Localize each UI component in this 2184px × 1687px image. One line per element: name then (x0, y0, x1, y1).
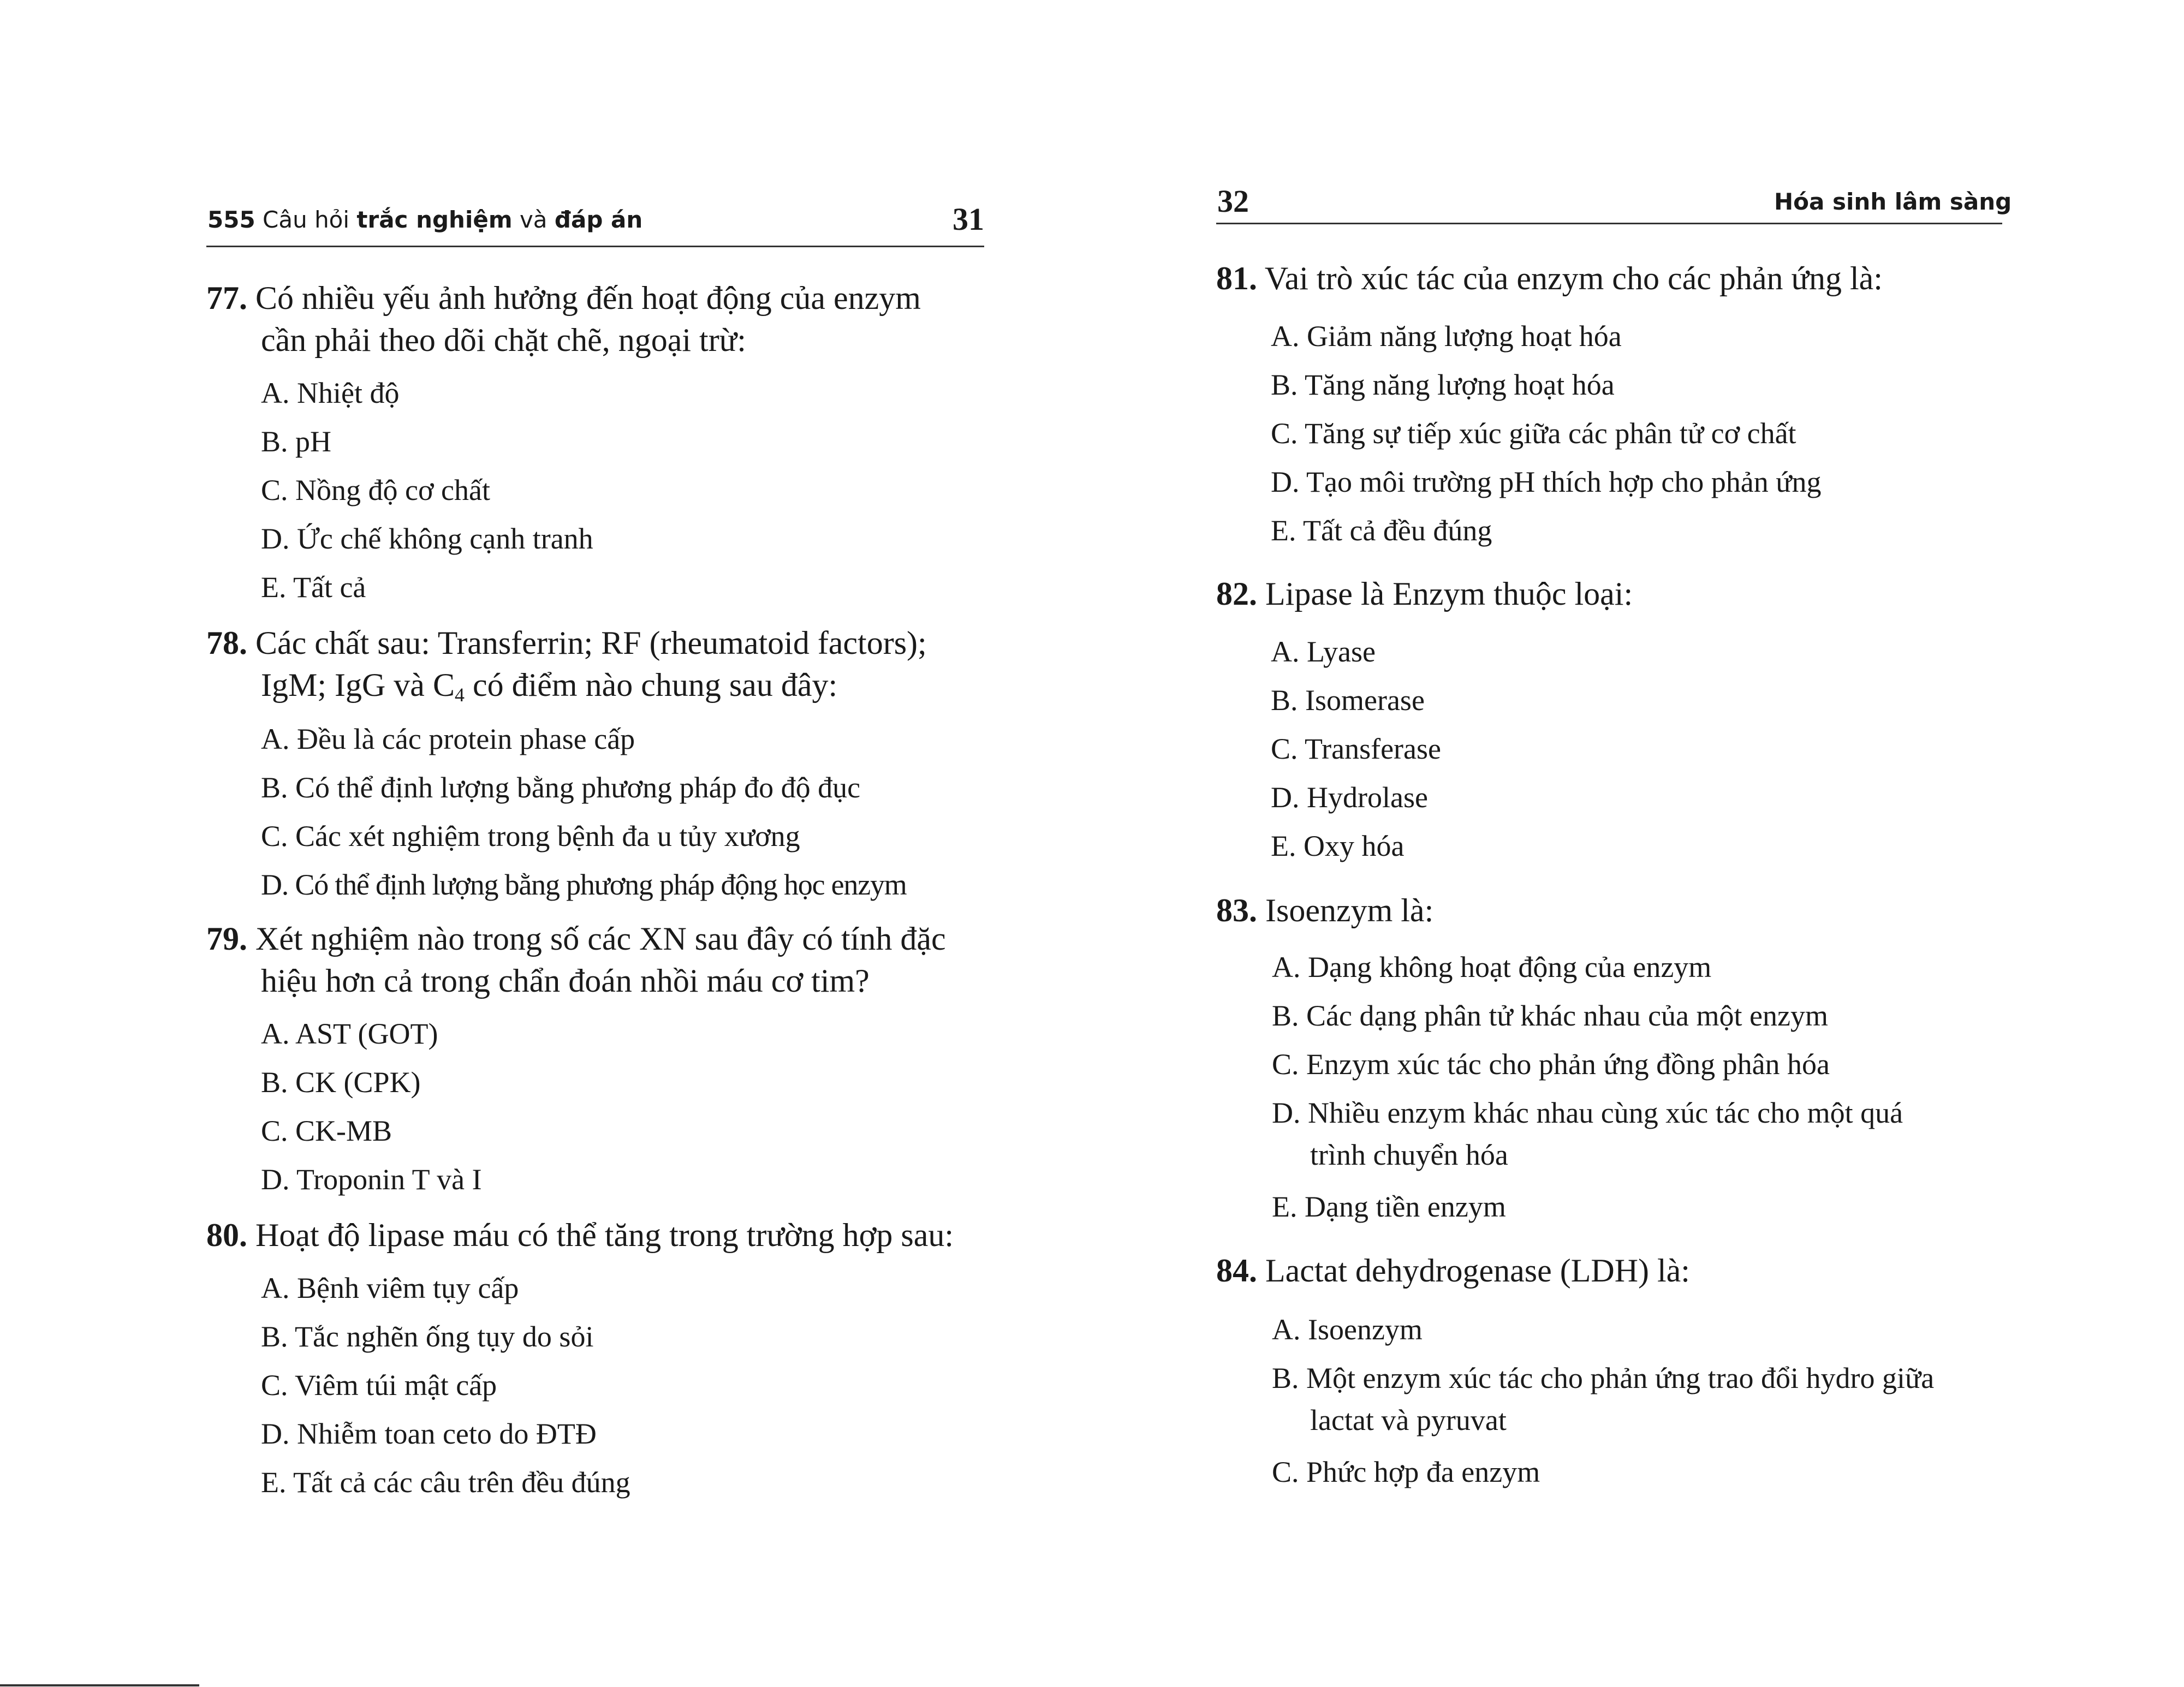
option: C. Transferase (1271, 732, 1441, 765)
option: B. Có thể định lượng bằng phương pháp đo độ đục (261, 771, 861, 804)
question-81 (1216, 258, 1883, 300)
question-text: Xét nghiệm nào trong số các XN sau đây có tính đặc (255, 921, 946, 957)
question-text: Hoạt độ lipase máu có thể tăng trong trường hợp sau: (255, 1217, 954, 1253)
option: B. CK (CPK) (261, 1066, 421, 1099)
running-header-left (207, 206, 642, 233)
question-text: Vai trò xúc tác của enzym cho các phản ứng là: (1264, 260, 1883, 296)
right-page (1092, 0, 2184, 1687)
option: D. Ức chế không cạnh tranh (261, 522, 593, 555)
question-text: cần phải theo dõi chặt chẽ, ngoại trừ: (261, 322, 746, 358)
option: C. Tăng sự tiếp xúc giữa các phân tử cơ chất (1271, 417, 1796, 450)
header-rule-right (1216, 223, 2002, 224)
option: E. Oxy hóa (1271, 830, 1405, 862)
header-book-number: 555 (207, 206, 255, 233)
option: B. Tắc nghẽn ống tụy do sỏi (261, 1320, 594, 1353)
option: D. Nhiễm toan ceto do ĐTĐ (261, 1417, 597, 1450)
question-number: 82. (1216, 576, 1257, 612)
question-text: Lactat dehydrogenase (LDH) là: (1265, 1253, 1690, 1289)
option: D. Nhiều enzym khác nhau cùng xúc tác cho một quá trình chuyển hóa (1272, 1096, 1903, 1171)
options-80 (261, 1264, 630, 1507)
bottom-scan-edge (0, 1684, 199, 1686)
question-78 (206, 622, 927, 716)
option: E. Dạng tiền enzym (1272, 1190, 1506, 1223)
question-number: 83. (1216, 892, 1257, 928)
question-number: 78. (206, 625, 247, 661)
header-title: Hóa sinh lâm sàng (1774, 188, 2012, 215)
option: A. Isoenzym (1272, 1313, 1423, 1346)
option: A. Dạng không hoạt động của enzym (1272, 951, 1712, 983)
options-82 (1271, 628, 1441, 871)
options-83 (1272, 943, 1903, 1231)
options-84 (1272, 1306, 1934, 1497)
option: A. Bệnh viêm tụy cấp (261, 1272, 519, 1304)
option: A. AST (GOT) (261, 1017, 438, 1050)
question-text: Lipase là Enzym thuộc loại: (1265, 576, 1633, 612)
option: C. Nồng độ cơ chất (261, 474, 490, 506)
question-text-line2: IgM; IgG và $C_4$ có điểm nào chung sau đây: (261, 667, 838, 706)
question-number: 79. (206, 921, 247, 957)
option: C. Viêm túi mật cấp (261, 1369, 497, 1402)
running-header-right (1774, 188, 2012, 215)
question-79 (206, 918, 946, 1002)
page-number-right: 32 (1217, 183, 1249, 219)
question-text: Isoenzym là: (1265, 892, 1434, 928)
option: E. Tất cả đều đúng (1271, 514, 1492, 547)
option: B. pH (261, 425, 332, 458)
header-text: Câu hỏi (263, 206, 350, 233)
option: C. Các xét nghiệm trong bệnh đa u tủy xương (261, 820, 800, 853)
option: A. Đều là các protein phase cấp (261, 723, 635, 755)
option: C. Phức hợp đa enzym (1272, 1456, 1540, 1488)
option: C. Enzym xúc tác cho phản ứng đồng phân hóa (1272, 1048, 1830, 1081)
question-82 (1216, 573, 1633, 615)
option: D. Hydrolase (1271, 781, 1428, 814)
option: A. Lyase (1271, 635, 1376, 668)
header-bold-text: đáp án (554, 206, 643, 233)
option: A. Nhiệt độ (261, 377, 400, 409)
question-77 (206, 277, 921, 361)
option: D. Có thể định lượng bằng phương pháp động học enzym (261, 868, 907, 901)
question-number: 77. (206, 280, 247, 316)
option: E. Tất cả (261, 571, 366, 604)
option: C. CK-MB (261, 1114, 392, 1147)
question-number: 81. (1216, 260, 1257, 296)
page-number-left: 31 (953, 201, 984, 237)
option: D. Tạo môi trường pH thích hợp cho phản ứng (1271, 466, 1822, 498)
header-rule-left (206, 246, 984, 247)
option: D. Troponin T và I (261, 1163, 482, 1196)
question-text: hiệu hơn cả trong chẩn đoán nhồi máu cơ tim? (261, 963, 870, 999)
question-83 (1216, 890, 1433, 932)
question-text: Các chất sau: Transferrin; RF (rheumatoid factors); (255, 625, 927, 661)
option: B. Isomerase (1271, 684, 1425, 717)
question-number: 84. (1216, 1253, 1257, 1289)
question-text: Có nhiều yếu ảnh hưởng đến hoạt động của enzym (255, 280, 921, 316)
option: B. Các dạng phân tử khác nhau của một enzym (1272, 999, 1828, 1032)
question-84 (1216, 1250, 1690, 1292)
question-number: 80. (206, 1217, 247, 1253)
option: A. Giảm năng lượng hoạt hóa (1271, 320, 1622, 353)
header-bold-text: trắc nghiệm (356, 206, 513, 233)
option: E. Tất cả các câu trên đều đúng (261, 1466, 630, 1499)
options-77 (261, 369, 593, 612)
header-text: và (519, 206, 548, 233)
option: B. Tăng năng lượng hoạt hóa (1271, 368, 1615, 401)
question-80 (206, 1214, 954, 1256)
options-78 (261, 715, 907, 909)
options-81 (1271, 312, 1822, 555)
option: B. Một enzym xúc tác cho phản ứng trao đổi hydro giữa lactat và pyruvat (1272, 1362, 1935, 1436)
options-79 (261, 1010, 482, 1204)
